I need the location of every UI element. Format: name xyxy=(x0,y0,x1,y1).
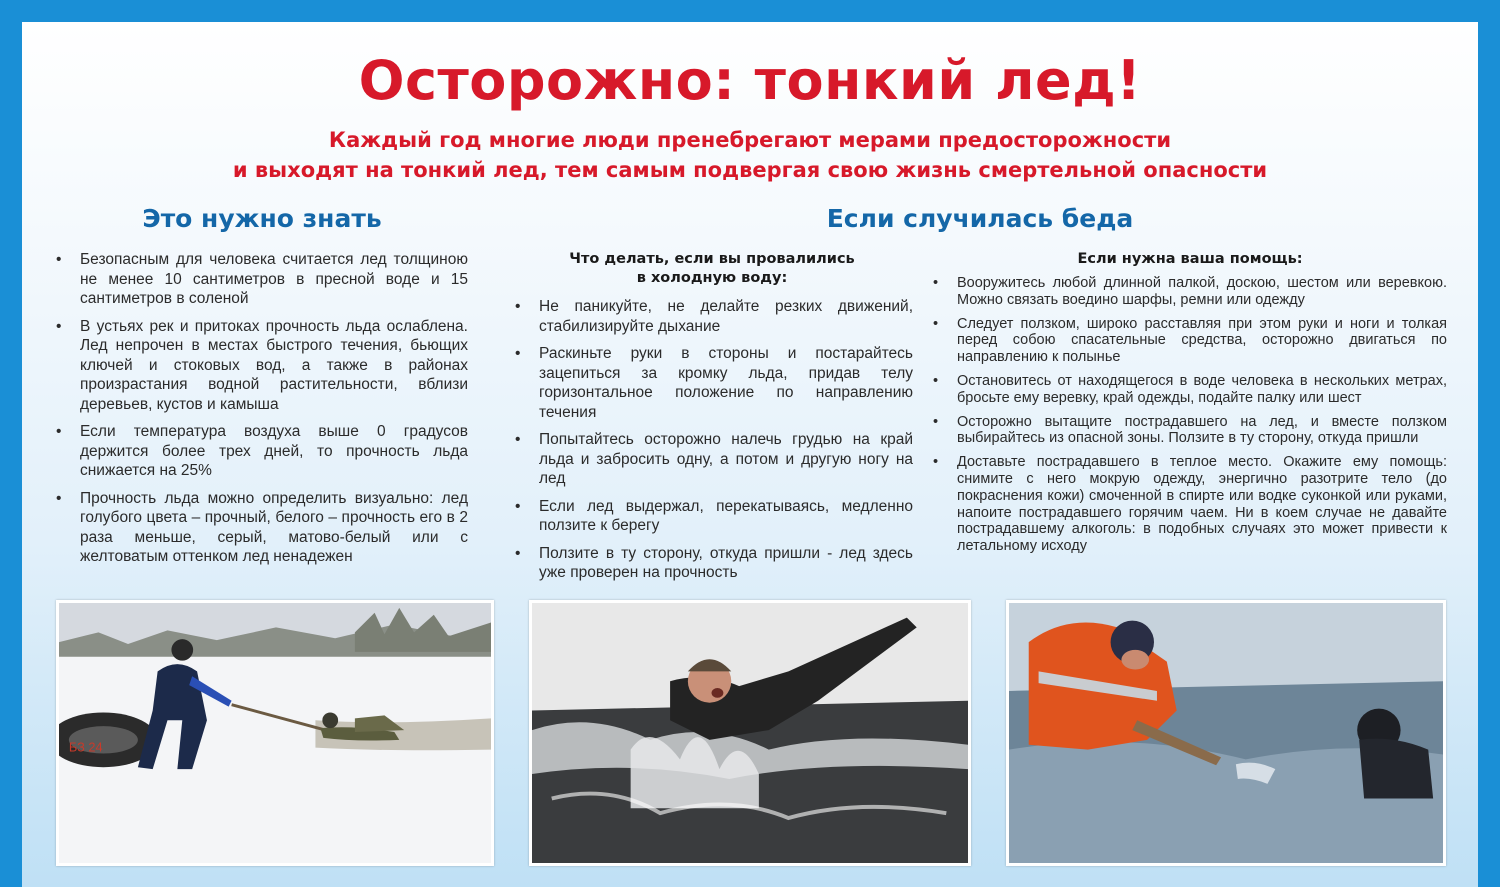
list-item: • Остановитесь от находящегося в воде человека в нескольких метрах, бросьте ему веревку, край одежды, подайте палку или шест xyxy=(957,373,1447,407)
list-item: • Если температура воздуха выше 0 градусов держится более трех дней, то прочность льда снижается на 25% xyxy=(80,422,468,481)
photo-fallen-through xyxy=(529,600,971,866)
middle-subheading-line-1: Что делать, если вы провалились xyxy=(569,251,855,267)
subtitle-line-1: Каждый год многие люди пренебрегают мерами предосторожности xyxy=(328,128,1172,152)
page-subtitle xyxy=(22,125,1478,185)
list-item: • Попытайтесь осторожно налечь грудью на край льда и забросить одну, а потом и другую ногу на лед xyxy=(539,430,913,489)
list-item: • Вооружитесь любой длинной палкой, доскою, шестом или веревкою. Можно связать воедино шарфы, ремни или одежду xyxy=(957,275,1447,309)
list-item: • Прочность льда можно определить визуально: лед голубого цвета – прочный, белого – прочность его в 2 раза меньше, серый, матово-белый или с желтоватым оттенком лед ненадежен xyxy=(80,489,468,567)
list-item: • Не паникуйте, не делайте резких движений, стабилизируйте дыхание xyxy=(539,297,913,336)
list-item: • Безопасным для человека считается лед толщиною не менее 10 сантиметров в пресной воде и 15 сантиметров в соленой xyxy=(80,250,468,309)
subtitle-line-2: и выходят на тонкий лед, тем самым подвергая свою жизнь смертельной опасности xyxy=(232,158,1268,182)
list-item: • В устьях рек и притоках прочность льда ослаблена. Лед непрочен в местах быстрого течения, бьющих ключей и стоковых вод, а также в районах произрастания водной растительности, вблизи деревьев, кустов и камыша xyxy=(80,317,468,415)
list-item: • Осторожно вытащите пострадавшего на лед, и вместе ползком выбирайтесь из опасной зоны. Ползите в ту сторону, откуда пришли xyxy=(957,414,1447,448)
middle-list xyxy=(539,297,913,591)
list-item: • Доставьте пострадавшего в теплое место. Окажите ему помощь: снимите с него мокрую одежду, энергично разотрите тело (до покраснения кожи) смоченной в спирте или водке суконкой или руками, напоите пострадавшего горячим чаем. Ни в коем случае не давайте пострадавшему алкоголь: в подобных случаях это может привести к летальному исходу xyxy=(957,454,1447,555)
photo-rescuer-orange xyxy=(1006,600,1446,866)
middle-subheading xyxy=(502,250,922,288)
left-list xyxy=(80,250,468,575)
help-list xyxy=(957,275,1447,562)
list-item: • Если лед выдержал, перекатываясь, медленно ползите к берегу xyxy=(539,497,913,536)
help-subheading: Если нужна ваша помощь: xyxy=(1077,251,1303,267)
list-item: • Ползите в ту сторону, откуда пришли - лед здесь уже проверен на прочность xyxy=(539,544,913,583)
poster xyxy=(22,22,1478,887)
list-item: • Раскиньте руки в стороны и постарайтесь зацепиться за кромку льда, придав телу горизонтальное положение по направлению течения xyxy=(539,344,913,422)
list-item: • Следует ползком, широко расставляя при этом руки и ноги и толкая перед собою спасательные средства, осторожно двигаться по направлению к полынье xyxy=(957,316,1447,366)
photo-1-tire-label: БЗ 24 xyxy=(68,739,103,755)
page-title: Осторожно: тонкий лед! xyxy=(358,49,1142,112)
right-section-heading: Если случилась беда xyxy=(826,204,1134,233)
photo-rope-rescue xyxy=(56,600,494,866)
left-section-heading: Это нужно знать xyxy=(142,204,382,233)
middle-subheading-line-2: в холодную воду: xyxy=(636,270,788,286)
